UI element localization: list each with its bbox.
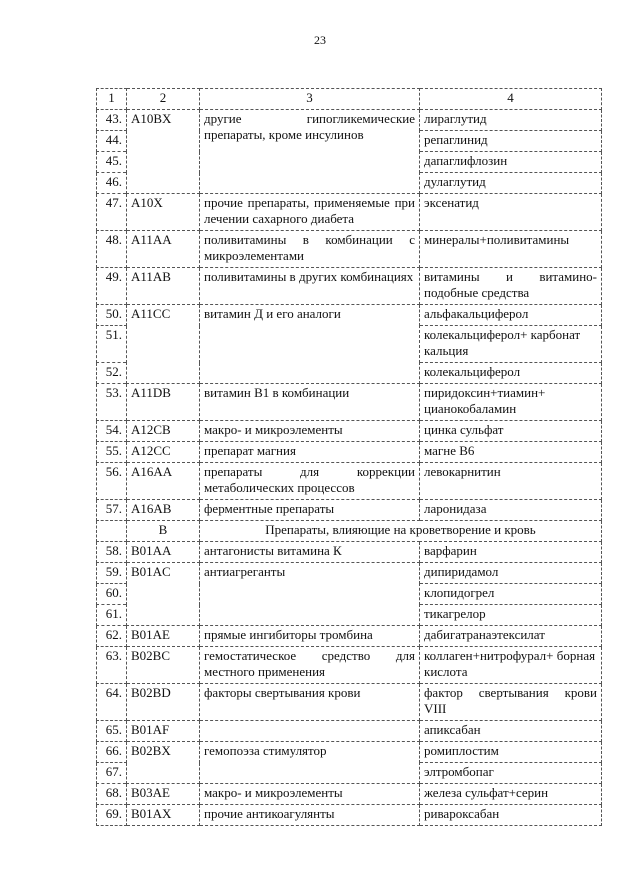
row-number: 43. [97, 110, 127, 131]
row-number: 55. [97, 442, 127, 463]
page-number: 23 [314, 33, 326, 47]
drug-name: дабигатранаэтексилат [420, 626, 602, 647]
drug-name: минералы+поливитамины [420, 231, 602, 268]
group-description: прочие препараты, применяемые при лечении сахарного диабета [200, 194, 420, 231]
column-header: 1 [97, 89, 127, 110]
row-number: 45. [97, 152, 127, 173]
drug-name: тикагрелор [420, 605, 602, 626]
drug-name: левокарнитин [420, 463, 602, 500]
group-description: препарат магния [200, 442, 420, 463]
atc-code: A16AA [127, 463, 200, 500]
table-row [97, 784, 602, 805]
row-number: 62. [97, 626, 127, 647]
drug-name: дулаглутид [420, 173, 602, 194]
row-number: 52. [97, 363, 127, 384]
row-number: 69. [97, 805, 127, 826]
table-row [97, 421, 602, 442]
drug-name: колекальциферол+ карбонат кальция [420, 326, 602, 363]
row-number: 64. [97, 684, 127, 721]
drug-name: ривароксабан [420, 805, 602, 826]
drug-name: варфарин [420, 542, 602, 563]
drug-name: дапаглифлозин [420, 152, 602, 173]
column-header: 4 [420, 89, 602, 110]
atc-code: B03AE [127, 784, 200, 805]
row-number: 58. [97, 542, 127, 563]
atc-code: B02BC [127, 647, 200, 684]
group-description: антиагреганты [200, 563, 420, 626]
drug-name: дипиридамол [420, 563, 602, 584]
drug-name: апиксабан [420, 721, 602, 742]
row-number: 47. [97, 194, 127, 231]
atc-code: B01AE [127, 626, 200, 647]
table-row [97, 442, 602, 463]
drug-name: коллаген+нитрофурал+ борная кислота [420, 647, 602, 684]
group-description: антагонисты витамина К [200, 542, 420, 563]
table-row [97, 463, 602, 500]
table-row [97, 684, 602, 721]
atc-code: A11AA [127, 231, 200, 268]
drug-name: цинка сульфат [420, 421, 602, 442]
drug-name: пиридоксин+тиамин+ цианокобаламин [420, 384, 602, 421]
row-number: 65. [97, 721, 127, 742]
section-title: Препараты, влияющие на кроветворение и кровь [200, 521, 602, 542]
drug-name: клопидогрел [420, 584, 602, 605]
row-number: 54. [97, 421, 127, 442]
atc-code: A12CB [127, 421, 200, 442]
table-row [97, 721, 602, 742]
row-number: 51. [97, 326, 127, 363]
drug-name: репаглинид [420, 131, 602, 152]
atc-code: B02BD [127, 684, 200, 721]
atc-code: A16AB [127, 500, 200, 521]
drug-name: ларонидаза [420, 500, 602, 521]
atc-code: A11AB [127, 268, 200, 305]
group-description: поливитамины в комбинации с микроэлементами [200, 231, 420, 268]
table-row [97, 231, 602, 268]
drug-name: эксенатид [420, 194, 602, 231]
atc-code: B02BX [127, 742, 200, 784]
row-number: 67. [97, 763, 127, 784]
column-header: 2 [127, 89, 200, 110]
table-row [97, 110, 602, 131]
section-row [97, 521, 602, 542]
group-description: витамин В1 в комбинации [200, 384, 420, 421]
drug-name: витамины и витамино-подобные средства [420, 268, 602, 305]
row-number: 59. [97, 563, 127, 584]
group-description: прочие антикоагулянты [200, 805, 420, 826]
group-description: препараты для коррекции метаболических процессов [200, 463, 420, 500]
table-row [97, 194, 602, 231]
row-number [97, 521, 127, 542]
row-number: 44. [97, 131, 127, 152]
row-number: 50. [97, 305, 127, 326]
group-description: факторы свертывания крови [200, 684, 420, 721]
group-description [200, 721, 420, 742]
drug-name: альфакальциферол [420, 305, 602, 326]
section-code: B [127, 521, 200, 542]
drug-name: ромиплостим [420, 742, 602, 763]
table-row [97, 542, 602, 563]
group-description: другие гипогликемические препараты, кроме инсулинов [200, 110, 420, 194]
atc-code: B01AF [127, 721, 200, 742]
table-row [97, 563, 602, 584]
table-row [97, 268, 602, 305]
group-description: макро- и микроэлементы [200, 421, 420, 442]
row-number: 53. [97, 384, 127, 421]
drug-name: лираглутид [420, 110, 602, 131]
atc-code: B01AA [127, 542, 200, 563]
row-number: 48. [97, 231, 127, 268]
column-header: 3 [200, 89, 420, 110]
atc-code: A11DB [127, 384, 200, 421]
drug-name: железа сульфат+серин [420, 784, 602, 805]
drug-name: колекальциферол [420, 363, 602, 384]
group-description: ферментные препараты [200, 500, 420, 521]
drug-name: фактор свертывания крови VIII [420, 684, 602, 721]
row-number: 60. [97, 584, 127, 605]
drug-name: элтромбопаг [420, 763, 602, 784]
table-header-row [97, 89, 602, 110]
table-row [97, 500, 602, 521]
row-number: 68. [97, 784, 127, 805]
table-row [97, 384, 602, 421]
row-number: 46. [97, 173, 127, 194]
table-row [97, 647, 602, 684]
drug-table [96, 88, 602, 826]
table-row [97, 742, 602, 763]
row-number: 66. [97, 742, 127, 763]
row-number: 63. [97, 647, 127, 684]
group-description: гемопоэза стимулятор [200, 742, 420, 784]
drug-name: магне В6 [420, 442, 602, 463]
group-description: гемостатическое средство для местного применения [200, 647, 420, 684]
table-row [97, 305, 602, 326]
row-number: 61. [97, 605, 127, 626]
group-description: макро- и микроэлементы [200, 784, 420, 805]
atc-code: A10BX [127, 110, 200, 194]
atc-code: B01AX [127, 805, 200, 826]
group-description: поливитамины в других комбинациях [200, 268, 420, 305]
atc-code: B01AC [127, 563, 200, 626]
atc-code: A10X [127, 194, 200, 231]
atc-code: A12CC [127, 442, 200, 463]
table-row [97, 626, 602, 647]
table-row [97, 805, 602, 826]
group-description: витамин Д и его аналоги [200, 305, 420, 384]
atc-code: A11CC [127, 305, 200, 384]
row-number: 56. [97, 463, 127, 500]
group-description: прямые ингибиторы тромбина [200, 626, 420, 647]
row-number: 49. [97, 268, 127, 305]
row-number: 57. [97, 500, 127, 521]
